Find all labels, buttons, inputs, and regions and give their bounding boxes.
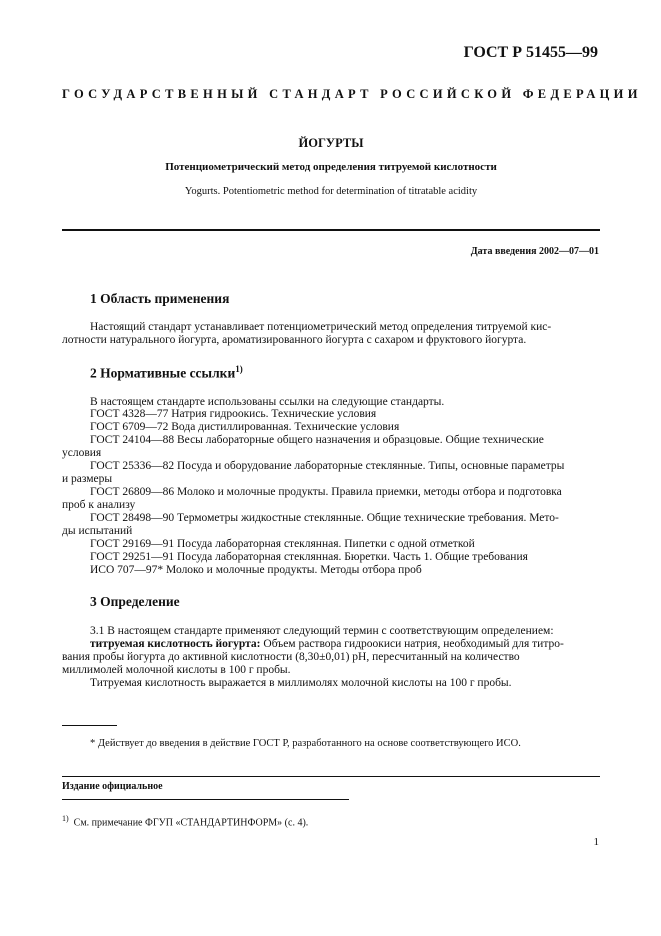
section-1-line-1: Настоящий стандарт устанавливает потенциометрический метод определения титруемой кис-	[90, 321, 552, 333]
defined-term: титруемая кислотность йогурта:	[90, 638, 261, 650]
reference-line: ГОСТ 25336—82 Посуда и оборудование лабораторные стеклянные. Типы, основные параметры	[90, 460, 565, 472]
footnote: * Действует до введения в действие ГОСТ Р, разработанного на основе соответствующего ИСО.	[90, 738, 521, 749]
reference-line: ГОСТ 26809—86 Молоко и молочные продукты. Правила приемки, методы отбора и подготовка	[90, 486, 562, 498]
footnote-2-text: См. примечание ФГУП «СТАНДАРТИНФОРМ» (с. 4).	[73, 817, 309, 829]
footnote-2	[62, 814, 308, 828]
footnote-2-marker: 1)	[62, 814, 69, 823]
english-title: Yogurts. Potentiometric method for determination of titratable acidity	[184, 186, 478, 197]
section-1-line-2: лотности натурального йогурта, ароматизированного йогурта с сахаром и фруктового йогурта.	[62, 334, 527, 346]
section-3-heading: 3 Определение	[90, 594, 180, 609]
reference-line: ГОСТ 4328—77 Натрия гидроокись. Технические условия	[90, 408, 377, 420]
reference-line: условия	[62, 447, 102, 459]
reference-line: ГОСТ 24104—88 Весы лабораторные общего назначения и образцовые. Общие технические	[90, 434, 544, 446]
section-2-heading	[90, 364, 243, 382]
definition-text: Объем раствора гидроокиси натрия, необходимый для титро-	[260, 638, 564, 650]
definition-line: Титруемая кислотность выражается в миллимолях молочной кислоты на 100 г пробы.	[90, 677, 512, 689]
page-number: 1	[593, 836, 599, 848]
state-standard-heading: ГОСУДАРСТВЕННЫЙ СТАНДАРТ РОССИЙСКОЙ ФЕДЕРАЦИИ	[62, 87, 642, 101]
definition-line: вания пробы йогурта до активной кислотности (8,30±0,01) pH, пересчитанный на количество	[62, 651, 520, 663]
footnote-divider	[62, 725, 117, 726]
introduction-date: Дата введения 2002—07—01	[470, 246, 599, 257]
document-title: ЙОГУРТЫ	[298, 136, 364, 150]
definition-line: 3.1 В настоящем стандарте применяют следующий термин с соответствующим определением:	[90, 625, 554, 637]
reference-line: ГОСТ 29251—91 Посуда лабораторная стеклянная. Бюретки. Часть 1. Общие требования	[90, 551, 528, 563]
edition-divider-top	[62, 776, 600, 777]
reference-line: и размеры	[62, 473, 113, 485]
reference-line: ИСО 707—97* Молоко и молочные продукты. Методы отбора проб	[90, 564, 422, 576]
gost-number: ГОСТ Р 51455—99	[463, 44, 598, 61]
reference-line: проб к анализу	[62, 499, 136, 511]
section-1-heading: 1 Область применения	[90, 291, 230, 306]
reference-line: ГОСТ 6709—72 Вода дистиллированная. Технические условия	[90, 421, 400, 433]
footnote-marker: 1)	[235, 364, 243, 374]
title-divider	[62, 229, 600, 231]
reference-line: ГОСТ 28498—90 Термометры жидкостные стеклянные. Общие технические требования. Мето-	[90, 512, 559, 524]
reference-line: ды испытаний	[62, 525, 133, 537]
reference-line: В настоящем стандарте использованы ссылки на следующие стандарты.	[90, 396, 445, 408]
edition-divider	[62, 799, 349, 800]
definition-line: миллимолей молочной кислоты в 100 г пробы.	[62, 664, 291, 676]
reference-line: ГОСТ 29169—91 Посуда лабораторная стеклянная. Пипетки с одной отметкой	[90, 538, 475, 550]
section-2-heading-text: 2 Нормативные ссылки	[90, 365, 236, 381]
document-subtitle: Потенциометрический метод определения титруемой кислотности	[165, 161, 497, 173]
official-edition-label: Издание официальное	[62, 781, 163, 792]
definition-term-line	[62, 638, 600, 651]
